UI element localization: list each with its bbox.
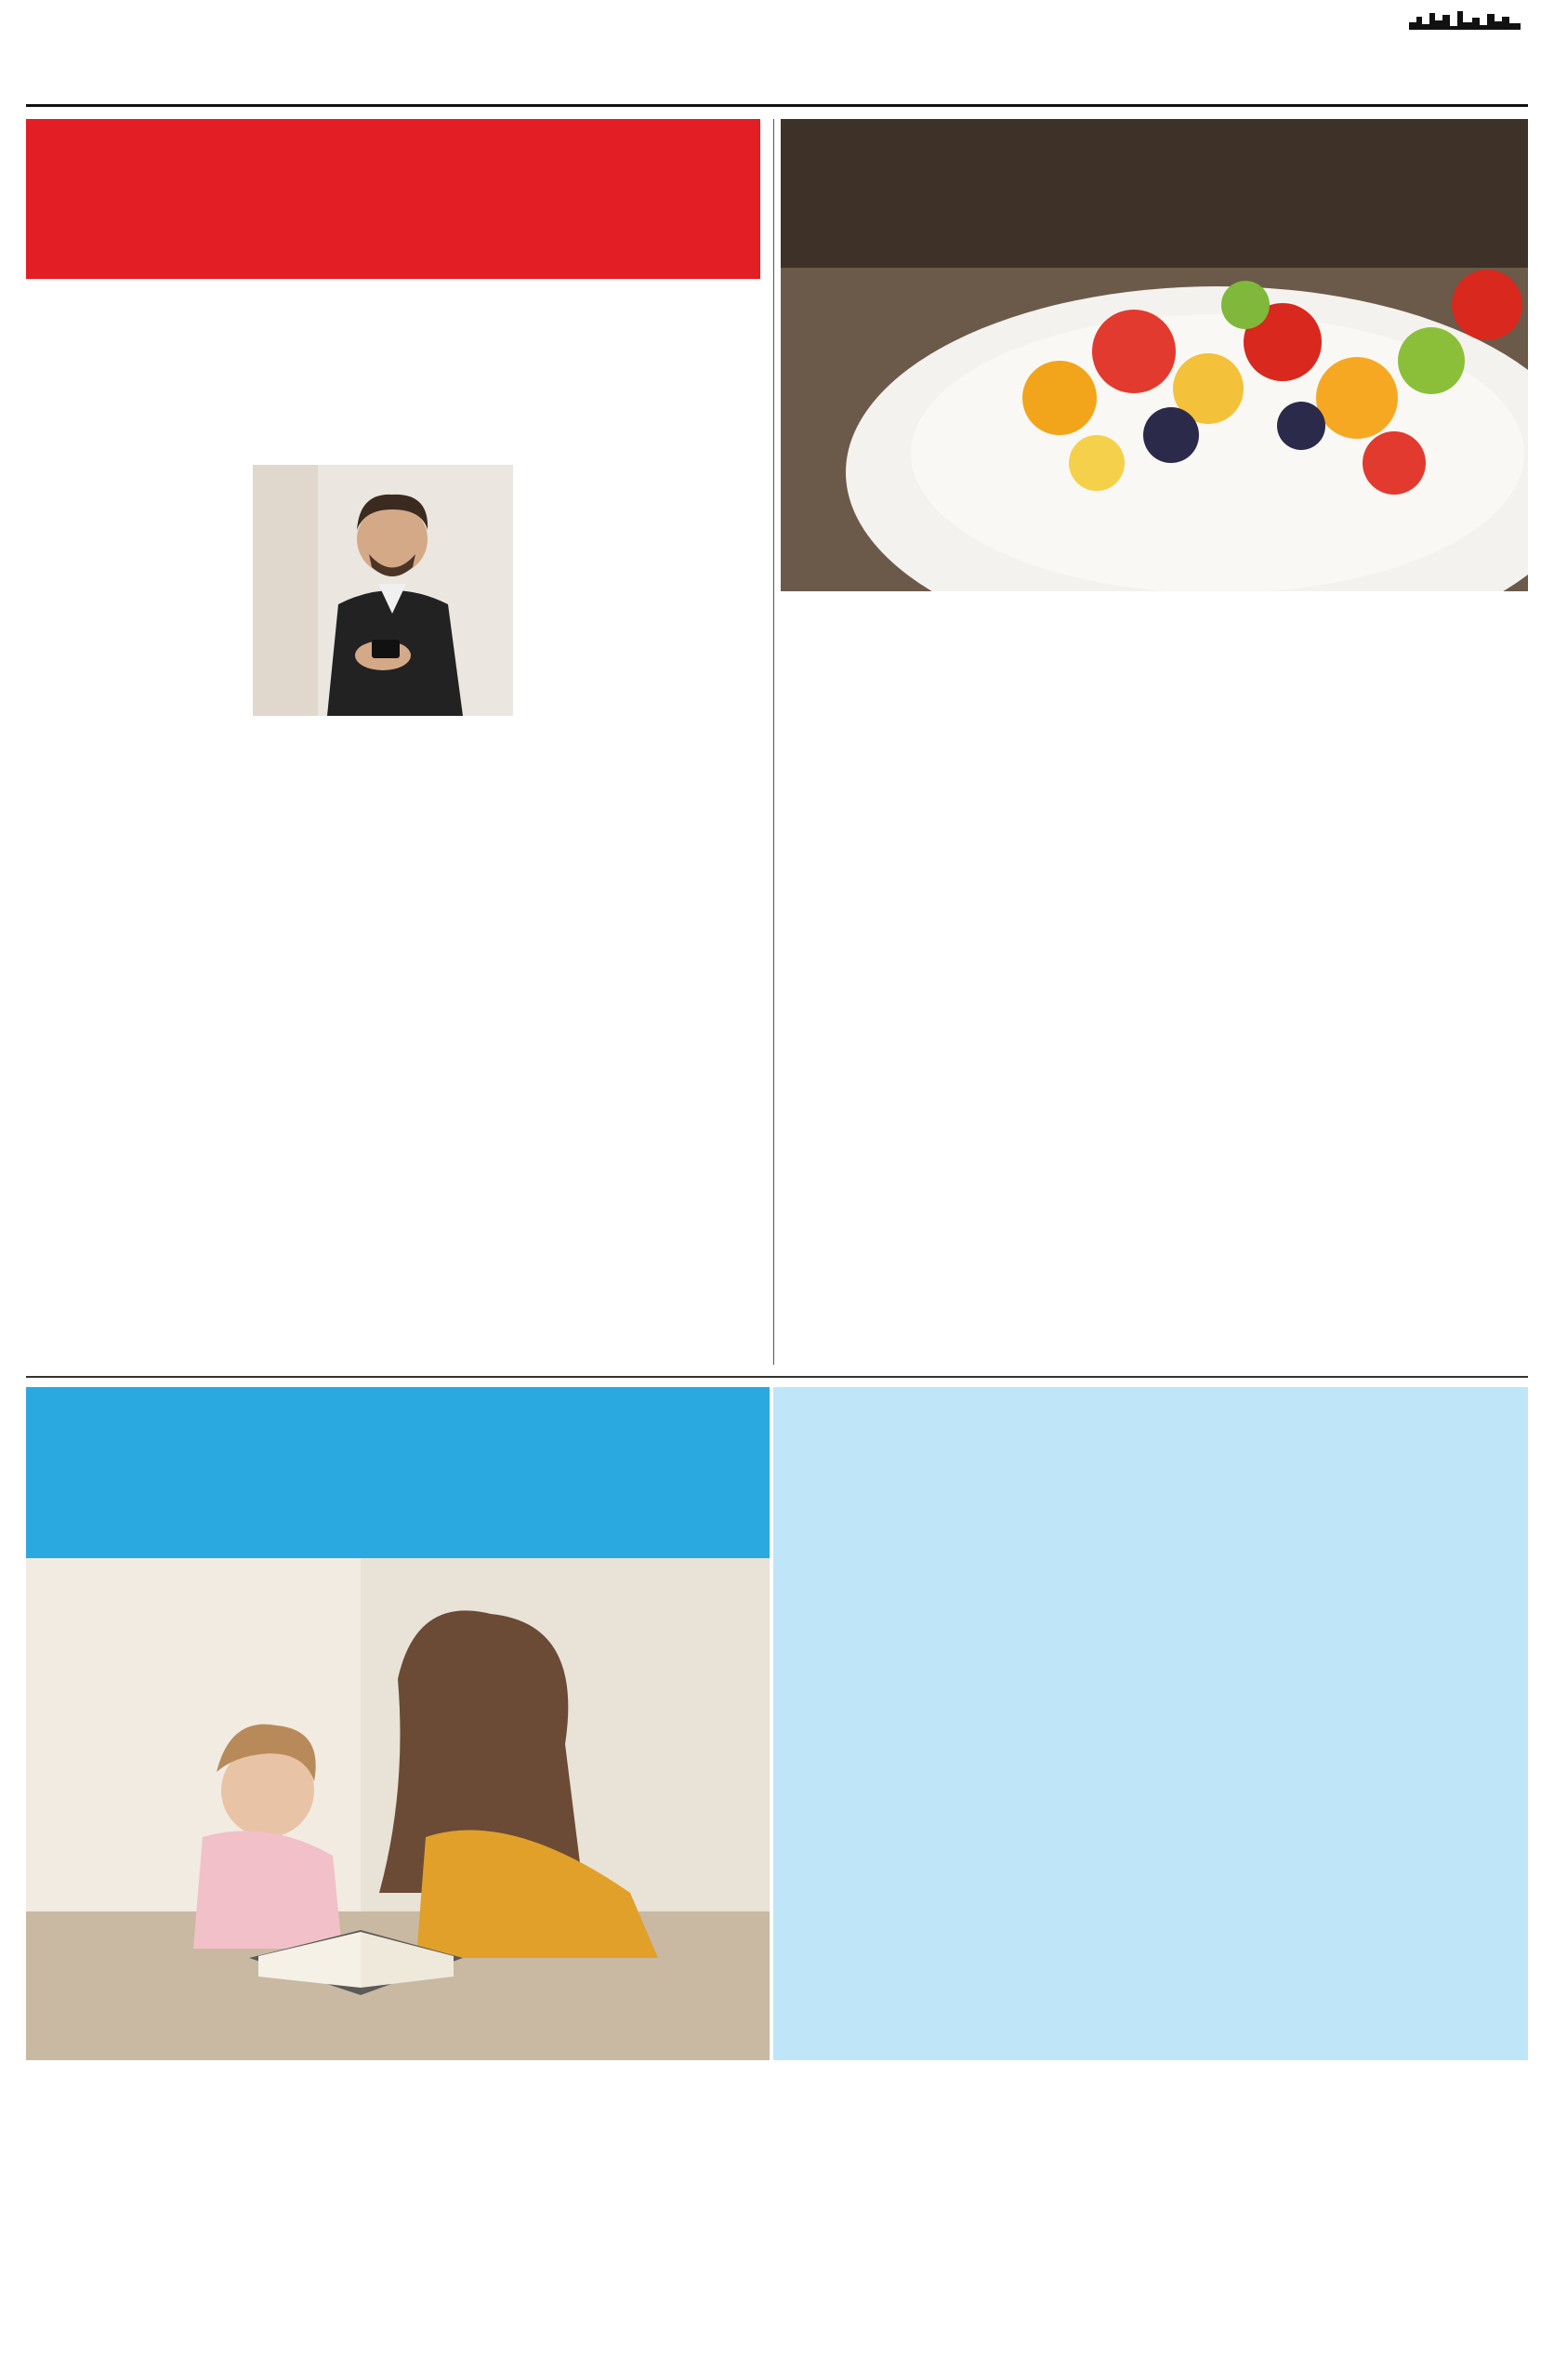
header-rule — [26, 104, 1528, 107]
section-divider-1 — [26, 1376, 1528, 1378]
article1-col1 — [26, 281, 305, 1489]
article3-col1 — [777, 1391, 1026, 2056]
article3-headline — [26, 1387, 770, 1558]
mother-daughter-reading-image — [26, 1558, 770, 2060]
column-divider — [773, 119, 774, 1365]
masthead — [1175, 9, 1528, 93]
article2-headline — [1019, 595, 1528, 781]
article3-photo — [26, 1558, 770, 2060]
article3-col2 — [1028, 1391, 1277, 2056]
article3-col3 — [1279, 1391, 1526, 2056]
article1-col3 — [533, 281, 766, 1489]
article2-photo — [781, 119, 1528, 591]
man-with-phone-image — [253, 465, 513, 716]
skyline-logo-icon — [1409, 9, 1521, 30]
article1-headline — [26, 119, 760, 279]
fruit-salad-image — [781, 119, 1528, 591]
article2-col3 — [1273, 787, 1528, 1363]
article1-col2 — [307, 281, 530, 1489]
article2-col2 — [1019, 787, 1270, 1363]
article2-col1 — [781, 595, 1013, 1357]
article1-photo — [253, 465, 513, 716]
